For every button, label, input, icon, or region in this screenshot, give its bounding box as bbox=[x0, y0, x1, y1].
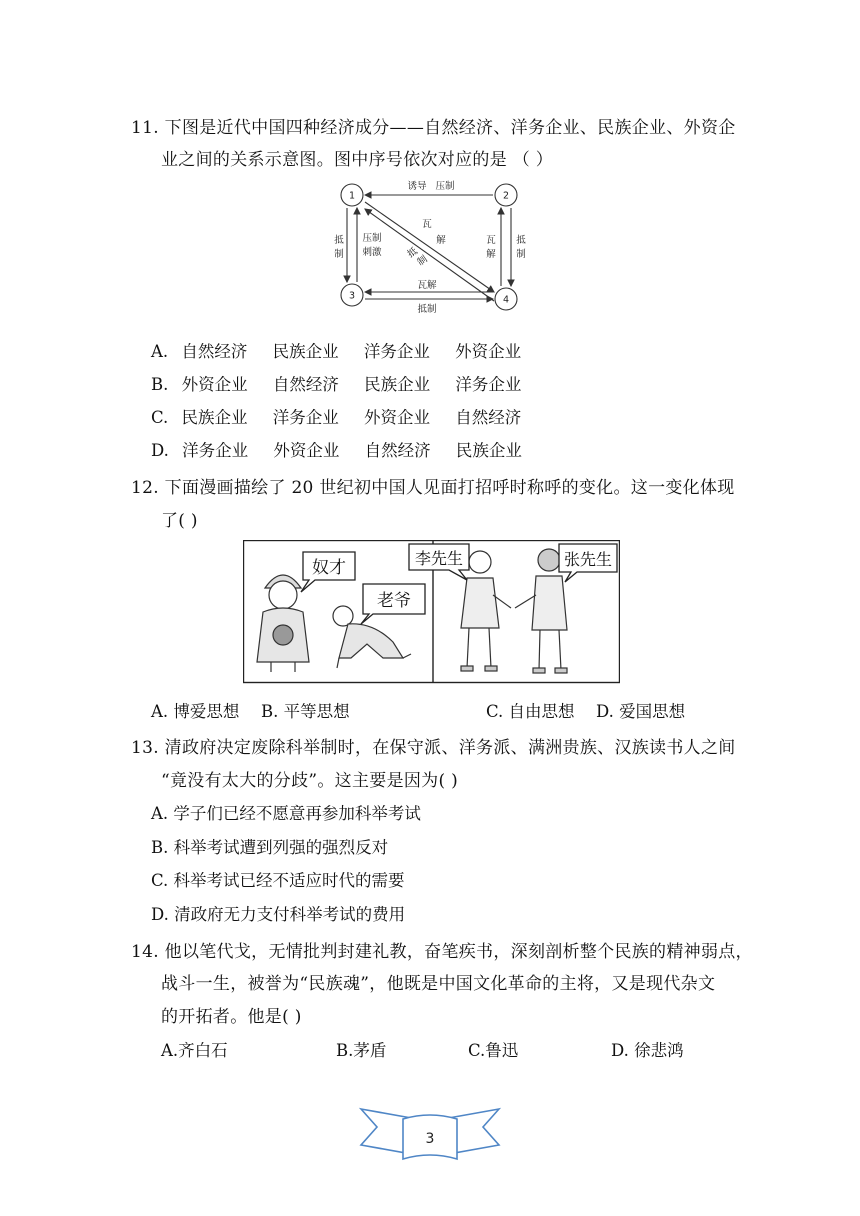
option-item: 民族企业 bbox=[364, 375, 431, 394]
bubble-laoye-text: 老爷 bbox=[377, 591, 411, 611]
diagram-label-top-a: 诱导 bbox=[407, 181, 427, 192]
q13-option-a[interactable]: A. 学子们已经不愿意再参加科举考试 bbox=[151, 804, 421, 823]
q11-option-a[interactable] bbox=[151, 338, 521, 362]
q14-option-a[interactable]: A.齐白石 bbox=[161, 1041, 228, 1060]
q14-stem-line-3: 的开拓者。他是( ) bbox=[161, 1007, 302, 1027]
diagram-label-n4: 4 bbox=[502, 294, 510, 306]
page-number-ribbon bbox=[355, 1103, 505, 1163]
q14-option-b[interactable]: B.茅盾 bbox=[336, 1041, 387, 1060]
bubble-nucai-text: 奴才 bbox=[312, 558, 346, 578]
arrow-1-to-4 bbox=[365, 202, 494, 292]
diagram-label-right-outer-a: 抵 bbox=[516, 235, 526, 246]
q13-option-b[interactable]: B. 科举考试遭到列强的强烈反对 bbox=[151, 838, 389, 857]
q12-comic bbox=[243, 540, 620, 684]
option-item: 民族企业 bbox=[455, 441, 522, 460]
q13-stem-line-1: 13. 清政府决定废除科举制时，在保守派、洋务派、满洲贵族、汉族读书人之间 bbox=[131, 738, 736, 758]
q11-stem-line-1: 11. 下图是近代中国四种经济成分——自然经济、洋务企业、民族企业、外资企 bbox=[131, 118, 736, 138]
q12-option-d[interactable]: D. 爱国思想 bbox=[596, 702, 686, 721]
q14-stem-line-2: 战斗一生，被誉为“民族魂”，他既是中国文化革命的主将，又是现代杂文 bbox=[161, 974, 716, 994]
diagram-label-left-inner-b: 刺激 bbox=[362, 247, 382, 258]
diagram-label-top-b: 压制 bbox=[435, 181, 455, 192]
q11-relationship-diagram bbox=[330, 175, 530, 320]
option-item: 洋务企业 bbox=[182, 441, 249, 460]
q12-option-b[interactable]: B. 平等思想 bbox=[261, 702, 350, 721]
diagram-label-bottom-bottom: 抵制 bbox=[417, 304, 437, 315]
diagram-label-right-inner-b: 解 bbox=[486, 249, 496, 260]
option-item: 民族企业 bbox=[181, 408, 248, 427]
diagram-label-n3: 3 bbox=[348, 290, 356, 302]
option-item: 洋务企业 bbox=[363, 342, 430, 361]
diagram-label-diag-d: 制 bbox=[415, 253, 430, 269]
q12-stem-line-2: 了( ) bbox=[161, 511, 198, 531]
q11-option-d[interactable] bbox=[151, 437, 522, 461]
option-item: 外资企业 bbox=[364, 408, 431, 427]
q14-stem-line-1: 14. 他以笔代戈，无情批判封建礼教，奋笔疾书，深刻剖析整个民族的精神弱点， bbox=[131, 942, 753, 962]
q11-stem-line-2: 业之间的关系示意图。图中序号依次对应的是 （ ） bbox=[161, 150, 554, 170]
page-number: 3 bbox=[425, 1131, 435, 1147]
option-item: 外资企业 bbox=[181, 375, 248, 394]
diagram-label-right-inner-a: 瓦 bbox=[486, 235, 496, 246]
q11-option-c[interactable] bbox=[151, 404, 521, 428]
q11-option-b[interactable] bbox=[151, 371, 521, 395]
q12-option-a[interactable]: A. 博爱思想 bbox=[151, 702, 240, 721]
option-letter: D. bbox=[151, 441, 169, 460]
option-item: 自然经济 bbox=[455, 408, 522, 427]
q14-option-d[interactable]: D. 徐悲鸿 bbox=[611, 1041, 684, 1060]
option-letter: B. bbox=[151, 375, 169, 394]
diagram-label-n1: 1 bbox=[348, 190, 356, 202]
q12-option-c[interactable]: C. 自由思想 bbox=[486, 702, 575, 721]
option-item: 自然经济 bbox=[181, 342, 248, 361]
diagram-label-diag-b: 解 bbox=[436, 235, 446, 246]
diagram-label-left-outer-a: 抵 bbox=[334, 235, 344, 246]
diagram-label-left-inner-a: 压制 bbox=[362, 233, 382, 244]
q12-stem-line-1: 12. 下面漫画描绘了 20 世纪初中国人见面打招呼时称呼的变化。这一变化体现 bbox=[131, 478, 735, 498]
diagram-label-diag-c: 抵 bbox=[405, 245, 420, 261]
bubble-mr-li-text: 李先生 bbox=[414, 549, 464, 568]
option-item: 洋务企业 bbox=[272, 408, 339, 427]
option-item: 外资企业 bbox=[273, 441, 340, 460]
diagram-label-right-outer-b: 制 bbox=[516, 249, 526, 260]
option-letter: A. bbox=[151, 342, 169, 361]
bubble-mr-zhang-text: 张先生 bbox=[563, 550, 613, 569]
option-item: 自然经济 bbox=[272, 375, 339, 394]
diagram-label-bottom-top: 瓦解 bbox=[417, 280, 437, 291]
option-item: 外资企业 bbox=[455, 342, 522, 361]
q13-option-d[interactable]: D. 清政府无力支付科举考试的费用 bbox=[151, 905, 406, 924]
option-letter: C. bbox=[151, 408, 169, 427]
diagram-label-diag-a: 瓦 bbox=[422, 219, 432, 230]
q13-option-c[interactable]: C. 科举考试已经不适应时代的需要 bbox=[151, 871, 405, 890]
option-item: 民族企业 bbox=[272, 342, 339, 361]
option-item: 自然经济 bbox=[364, 441, 431, 460]
option-item: 洋务企业 bbox=[455, 375, 522, 394]
q13-stem-line-2: “竟没有太大的分歧”。这主要是因为( ) bbox=[161, 771, 459, 791]
diagram-label-n2: 2 bbox=[502, 190, 510, 202]
diagram-label-left-outer-b: 制 bbox=[334, 249, 344, 260]
q14-option-c[interactable]: C.鲁迅 bbox=[468, 1041, 519, 1060]
